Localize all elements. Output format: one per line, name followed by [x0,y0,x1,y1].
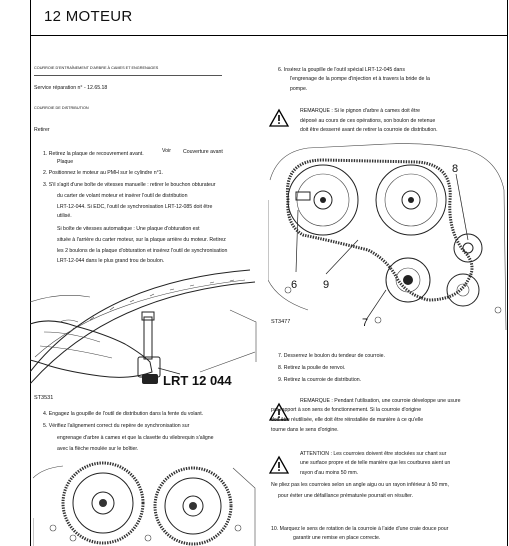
caution-line3: rayon d'au moins 50 mm. [300,470,359,476]
section-title: COURROIE D'ENTRAÎNEMENT D'ARBRE À CAMES ET ENGRENAGES [34,66,159,70]
step-3-auto-line2: située à l'arrière du carter moteur, sur la plaque arrière du moteur. Retirez [57,237,226,243]
remark-1: REMARQUE : Si le pignon d'arbre à cames doit être [300,108,421,114]
step-3-line2: du carter de volant moteur et insérer l'outil de distribution [57,193,188,199]
step-10: 10. Marquez le sens de rotation de la courroie à l'aide d'une craie douce pour [271,526,449,532]
camshaft-gears-illustration [33,458,258,546]
page-title: 12 MOTEUR [44,8,133,25]
step-7: 7. Desserrez le boulon du tendeur de courroie. [278,353,385,359]
timing-belt-layout-illustration [268,140,508,340]
step-3-auto: Si boîte de vitesses automatique : Une plaque d'obturation est [57,226,200,232]
service-repair-no: Service réparation n° - 12.65.18 [34,85,108,91]
remark-1-line3: doit être desserré avant de retirer la courroie de distribution. [300,127,438,133]
step-5-line2: engrenage d'arbre à cames et que la clavette du vilebrequin s'aligne [57,435,214,441]
tool-label: LRT 12 044 [163,373,232,388]
section-rule [34,75,222,76]
figure-2-code: ST3477 [271,319,291,325]
step-8: 8. Retirez la poulie de renvoi. [278,365,346,371]
remove-heading: Retirer [34,127,50,133]
note-line: Ne pliez pas les courroies selon un angle aigu ou un rayon inférieur à 50 mm, [271,482,449,488]
caution-line2: une surface propre et de telle manière que les courbures aient un [300,460,451,466]
step-3: 3. S'il s'agit d'une boîte de vitesses manuelle : retirer le bouchon obturateur [43,182,216,188]
step-4: 4. Engagez la goupille de l'outil de distribution dans la fente du volant. [43,411,204,417]
step-3-line3: LRT-12-044. Si EDC, l'outil de synchronisation LRT-12-085 doit être [57,204,213,210]
step-6-line3: pompe. [290,86,308,92]
remark-2-line4: tourne dans le sens d'origine. [271,427,339,433]
step-1: 1. Retirez la plaque de recouvrement avant. [43,151,144,157]
note-line-2: pour éviter une défaillance prématurée pourrait en résulter. [278,493,413,499]
step-10-line2: garantir une remise en place correcte. [293,535,381,541]
callout-6: 6 [291,279,298,291]
step-2: 2. Positionnez le moteur au PMH sur le cylindre n°1. [43,170,164,176]
step-3-line4: utilisé. [57,213,72,219]
remark-2-line2: par rapport à son sens de fonctionnement. Si la courroie d'origine [271,407,422,413]
step-5-line3: avec la flèche moulée sur le boîtier. [57,446,139,452]
step-5: 5. Vérifiez l'alignement correct du repère de synchronisation sur [43,423,190,429]
warning-triangle-icon [268,108,290,128]
remark-1-line2: déposé au cours de ces opérations, son boulon de retenue [300,118,436,124]
callout-9: 9 [323,279,330,291]
subtitle: COURROIE DE DISTRIBUTION [34,106,89,110]
remark-2-line3: doit être réutilisée, elle doit être réinstallée de manière à ce qu'elle [271,417,424,423]
step-1-plate: Plaque [57,159,74,165]
step-9: 9. Retirez la courroie de distribution. [278,377,362,383]
step-3-auto-line4: LRT-12-044 dans le plus grand trou de boulon. [57,258,165,264]
step-6: 6. Insérez la goupille de l'outil spécial LRT-12-045 dans [278,67,405,73]
see-label: Voir [162,148,171,154]
callout-7: 7 [362,317,369,329]
see-ref: Couverture avant [183,149,223,155]
caution: ATTENTION : Les courroies doivent être stockées sur chant sur [300,451,447,457]
step-6-line2: l'engrenage de la pompe d'injection et à travers la bride de la [290,76,430,82]
remark-2: REMARQUE : Pendant l'utilisation, une courroie développe une usure [300,398,461,404]
step-3-auto-line3: les 2 boulons de la plaque d'obturation et insérez l'outil de synchronisation [57,248,228,254]
caution-triangle-icon [268,455,290,475]
figure-1-code: ST3531 [34,395,54,401]
callout-8: 8 [452,163,459,175]
